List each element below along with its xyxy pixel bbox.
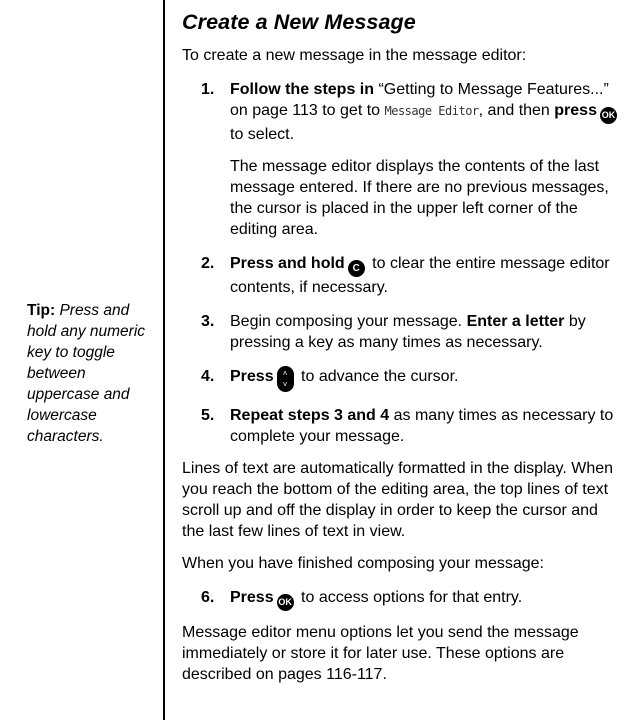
- steps-list-continued: [201, 587, 622, 611]
- tip-label: Tip:: [27, 302, 56, 319]
- step-number: 2.: [201, 255, 215, 272]
- page-title: Create a New Message: [182, 10, 416, 34]
- step-emphasis: Enter a letter: [466, 313, 565, 330]
- step-number: 5.: [201, 407, 215, 424]
- step-emphasis: Press: [230, 589, 274, 606]
- step-1: [201, 79, 622, 240]
- step-text: to clear the entire message editor contents, if necessary.: [230, 255, 610, 296]
- step-number: 3.: [201, 313, 215, 330]
- nav-up-glyph: ˄: [282, 369, 288, 378]
- nav-down-glyph: ˅: [282, 380, 288, 389]
- clear-key-icon: C: [348, 260, 365, 277]
- step-4: [201, 366, 622, 392]
- steps-list: [201, 79, 622, 447]
- screen-text: Message Editor: [384, 104, 479, 118]
- step-text: to access options for that entry.: [296, 589, 523, 606]
- step-emphasis: Repeat steps 3 and 4: [230, 407, 390, 424]
- tip-text: Press and hold any numeric key to toggle between uppercase and lowercase characters.: [27, 302, 146, 445]
- step-emphasis: Press and hold: [230, 255, 345, 272]
- step-number: 6.: [201, 589, 215, 606]
- navigation-key-icon: [277, 366, 294, 392]
- step-emphasis: Follow the steps in: [230, 81, 375, 98]
- step-5: [201, 405, 622, 447]
- ok-key-icon: OK: [600, 107, 617, 124]
- step-text: Begin composing your message.: [230, 313, 467, 330]
- step-emphasis: press: [554, 102, 597, 119]
- step-3: [201, 311, 622, 353]
- column-divider: [163, 0, 165, 720]
- step-text: “Getting to Message Features...” on page 113 to get to: [230, 81, 609, 119]
- ok-key-icon: OK: [277, 594, 294, 611]
- intro-text: To create a new message in the message editor:: [182, 47, 527, 64]
- step-6: [201, 587, 622, 611]
- step-number: 4.: [201, 368, 215, 385]
- step-1-description: The message editor displays the contents of the last message entered. If there are no previous messages, the cursor is placed in the upper left corner of the editing area.: [230, 158, 609, 238]
- step-text: to select.: [230, 126, 295, 143]
- formatting-paragraph: Lines of text are automatically formatted in the display. When you reach the bottom of the editing area, the top lines of text scroll up and off the display in order to keep the cursor and the last few lines of text in view.: [182, 460, 614, 540]
- step-2: [201, 253, 622, 298]
- finished-paragraph: When you have finished composing your message:: [182, 555, 544, 572]
- step-text: to advance the cursor.: [296, 368, 459, 385]
- tip-sidebar: [27, 300, 155, 447]
- main-content: [182, 10, 622, 685]
- menu-options-paragraph: Message editor menu options let you send the message immediately or store it for later use. These options are described on pages 116-117.: [182, 624, 579, 683]
- step-text: by pressing a key as many times as necessary.: [230, 313, 586, 351]
- step-emphasis: Press: [230, 368, 274, 385]
- step-text: , and then: [478, 102, 555, 119]
- step-text: as many times as necessary to complete your message.: [230, 407, 614, 445]
- step-number: 1.: [201, 81, 215, 98]
